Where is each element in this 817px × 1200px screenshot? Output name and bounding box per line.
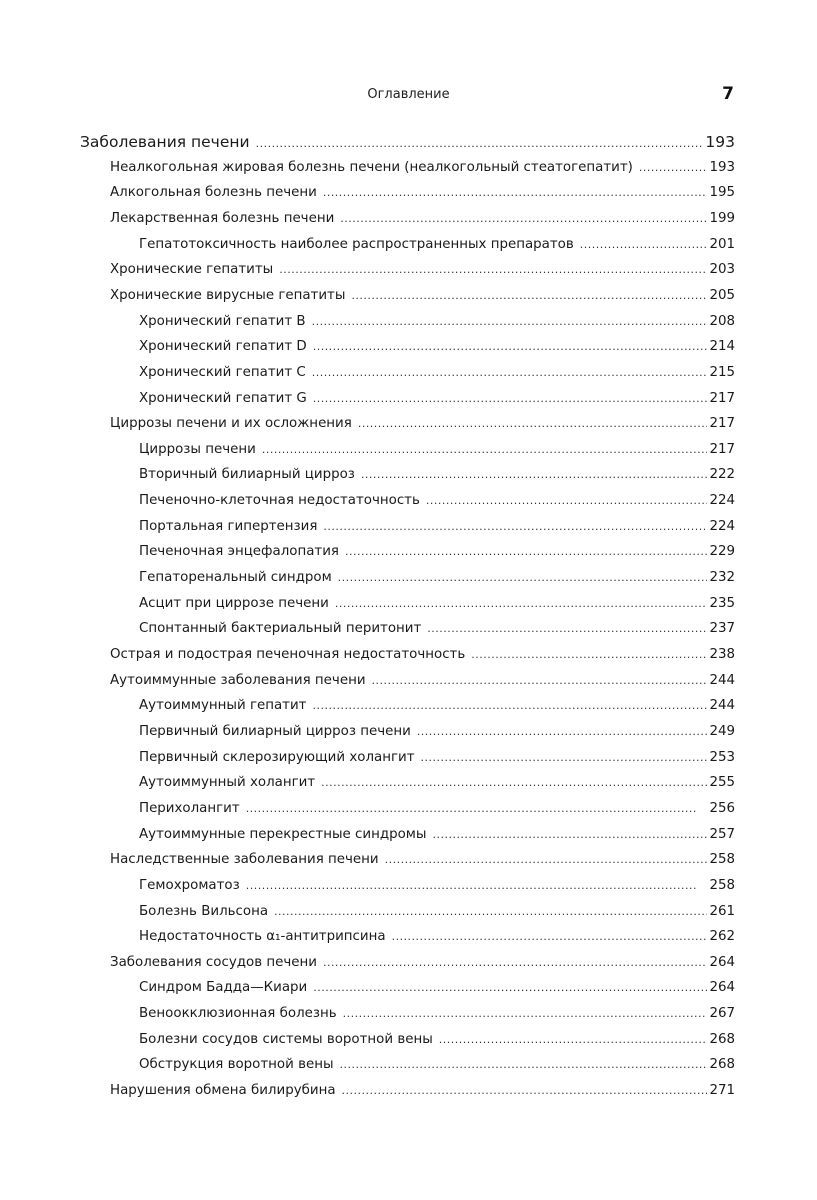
toc-entry[interactable] [139, 798, 735, 820]
dot-leader [439, 1029, 708, 1051]
dot-leader [471, 644, 707, 666]
toc-entry[interactable] [139, 490, 735, 512]
toc-entry-title: Заболевания печени [80, 133, 250, 151]
toc-entry-page: 235 [709, 595, 735, 611]
toc-entry-title: Болезнь Вильсона [139, 903, 269, 919]
dot-leader [385, 849, 708, 871]
toc-entry[interactable] [139, 747, 735, 769]
toc-entry[interactable] [110, 208, 735, 230]
dot-leader [639, 157, 708, 179]
toc-entry[interactable] [110, 157, 735, 179]
toc-entry-page: 208 [709, 313, 735, 329]
toc-entry-title: Аутоиммунные заболевания печени [110, 672, 366, 688]
dot-leader [262, 439, 708, 461]
toc-entry[interactable] [139, 875, 735, 897]
toc-entry-title: Печеночная энцефалопатия [139, 544, 339, 560]
dot-leader [313, 336, 708, 358]
toc-entry-page: 258 [709, 852, 735, 868]
toc-entry-title: Портальная гипертензия [139, 518, 318, 534]
dot-leader [313, 695, 708, 717]
toc-entry-page: 264 [709, 954, 735, 970]
dot-leader [274, 901, 707, 923]
toc-entry-title: Недостаточность α₁-антитрипсина [139, 929, 386, 945]
dot-leader [323, 516, 707, 538]
toc-entry-page: 224 [709, 493, 735, 509]
toc-entry-title: Веноокклюзионная болезнь [139, 1006, 337, 1022]
toc-entry-page: 253 [709, 749, 735, 765]
toc-entry-page: 229 [709, 544, 735, 560]
toc-entry-title: Циррозы печени [139, 441, 256, 457]
toc-entry-title: Лекарственная болезнь печени [110, 210, 335, 226]
toc-entry[interactable] [139, 439, 735, 461]
toc-entry[interactable] [139, 336, 735, 358]
dot-leader [256, 133, 704, 155]
toc-entry-title: Вторичный билиарный цирроз [139, 467, 355, 483]
toc-entry-page: 214 [709, 339, 735, 355]
toc-entry-page: 268 [709, 1057, 735, 1073]
toc-entry[interactable] [110, 952, 735, 974]
toc-entry-title: Неалкогольная жировая болезнь печени (неалкогольный стеатогепатит) [110, 159, 633, 175]
toc-entry[interactable] [139, 1029, 735, 1051]
dot-leader [313, 388, 708, 410]
dot-leader [323, 182, 708, 204]
toc-entry[interactable] [139, 464, 735, 486]
toc-entry-title: Заболевания сосудов печени [110, 954, 317, 970]
toc-entry-title: Обструкция воротной вены [139, 1057, 334, 1073]
dot-leader [323, 952, 707, 974]
toc-entry-page: 217 [709, 416, 735, 432]
dot-leader [426, 490, 708, 512]
toc-entry-page: 193 [709, 159, 735, 175]
toc-entry[interactable] [139, 516, 735, 538]
dot-leader [340, 1054, 708, 1076]
toc-entry-title: Аутоиммунный холангит [139, 775, 316, 791]
toc-entry[interactable] [139, 311, 735, 333]
toc-entry[interactable] [110, 670, 735, 692]
toc-entry-title: Наследственные заболевания печени [110, 852, 379, 868]
toc-entry[interactable] [110, 413, 735, 435]
toc-entry-title: Гепатотоксичность наиболее распространенных препаратов [139, 236, 574, 252]
toc-entry-title: Хронический гепатит C [139, 364, 306, 380]
dot-leader [351, 285, 707, 307]
toc-entry[interactable] [139, 388, 735, 410]
toc-entry[interactable] [110, 849, 735, 871]
dot-leader [279, 259, 707, 281]
toc-entry[interactable] [139, 824, 735, 846]
toc-entry[interactable] [139, 1003, 735, 1025]
toc-entry-title: Перихолангит [139, 800, 240, 816]
dot-leader [246, 875, 708, 897]
toc-entry[interactable] [139, 593, 735, 615]
page-number: 7 [722, 84, 734, 104]
toc-entry[interactable] [110, 285, 735, 307]
dot-leader [246, 798, 708, 820]
toc-entry[interactable] [139, 567, 735, 589]
toc-entry-page: 224 [709, 518, 735, 534]
dot-leader [392, 926, 708, 948]
toc-entry-title: Нарушения обмена билирубина [110, 1083, 336, 1099]
toc-entry-page: 256 [709, 800, 735, 816]
toc-entry[interactable] [139, 772, 735, 794]
toc-entry-page: 249 [709, 723, 735, 739]
dot-leader [345, 541, 707, 563]
toc-entry-page: 193 [705, 133, 735, 151]
dot-leader [432, 824, 707, 846]
toc-entry-page: 258 [709, 877, 735, 893]
dot-leader [335, 593, 708, 615]
toc-entry-page: 215 [709, 364, 735, 380]
dot-leader [342, 1080, 708, 1102]
toc-entry-title: Болезни сосудов системы воротной вены [139, 1031, 433, 1047]
toc-entry[interactable] [139, 618, 735, 640]
toc-entry[interactable] [139, 901, 735, 923]
toc-entry-title: Хронический гепатит G [139, 390, 307, 406]
toc-entry-title: Аутоиммунный гепатит [139, 698, 307, 714]
toc-entry-title: Хронические вирусные гепатиты [110, 287, 346, 303]
toc-entry-page: 238 [709, 647, 735, 662]
toc-entry-title: Циррозы печени и их осложнения [110, 416, 352, 432]
toc-entry[interactable] [139, 977, 735, 999]
dot-leader [312, 362, 708, 384]
toc-entry-page: 232 [709, 570, 735, 586]
toc-entry-title: Гемохроматоз [139, 877, 240, 893]
toc-entry[interactable] [139, 234, 735, 256]
toc-entry[interactable] [139, 721, 735, 743]
toc-entry-page: 268 [709, 1031, 735, 1047]
toc-entry[interactable] [110, 1080, 735, 1102]
dot-leader [361, 464, 708, 486]
dot-leader [338, 567, 708, 589]
dot-leader [340, 208, 707, 230]
dot-leader [321, 772, 707, 794]
toc-entry-page: 264 [709, 980, 735, 996]
toc-entry-title: Первичный склерозирующий холангит [139, 749, 415, 765]
toc-entry-page: 271 [709, 1083, 735, 1099]
dot-leader [372, 670, 708, 692]
running-head [0, 84, 817, 109]
toc-entry[interactable] [80, 131, 735, 153]
toc-entry[interactable] [110, 182, 735, 204]
dot-leader [313, 977, 707, 999]
toc-entry-page: 203 [709, 262, 735, 278]
toc-entry-page: 237 [709, 621, 735, 637]
toc-entry[interactable] [139, 695, 735, 717]
toc-entry-title: Асцит при циррозе печени [139, 595, 329, 611]
toc-entry[interactable] [110, 259, 735, 281]
toc-entry-title: Хронический гепатит D [139, 339, 307, 355]
dot-leader [427, 618, 707, 640]
toc-entry-title: Первичный билиарный цирроз печени [139, 723, 411, 739]
dot-leader [417, 721, 708, 743]
toc-entry-page: 217 [709, 390, 735, 406]
toc-entry-page: 244 [709, 698, 735, 714]
toc-entry-page: 267 [709, 1006, 735, 1022]
toc-entry[interactable] [139, 1054, 735, 1076]
toc-entry-page: 222 [709, 467, 735, 483]
toc-entry[interactable] [139, 362, 735, 384]
toc-entry-title: Спонтанный бактериальный перитонит [139, 621, 422, 637]
toc-entry-page: 257 [709, 826, 735, 842]
toc-entry[interactable] [139, 926, 735, 948]
toc-entry-page: 201 [709, 236, 735, 252]
dot-leader [421, 747, 708, 769]
toc-entry-page: 255 [709, 775, 735, 791]
toc-entry-title: Гепаторенальный синдром [139, 570, 332, 586]
toc-entry-title: Аутоиммунные перекрестные синдромы [139, 826, 427, 842]
dot-leader [358, 413, 708, 435]
toc-entry-page: 244 [709, 672, 735, 688]
toc-entry-page: 205 [709, 287, 735, 303]
toc-entry-title: Печеночно-клеточная недостаточность [139, 493, 420, 509]
dot-leader [343, 1003, 708, 1025]
toc-entry[interactable] [139, 541, 735, 563]
toc-entry-title: Алкогольная болезнь печени [110, 185, 317, 201]
toc-entry[interactable] [110, 644, 735, 666]
toc-entry-page: 195 [709, 185, 735, 201]
toc-entry-page: 261 [709, 903, 735, 919]
toc-entry-page: 262 [709, 929, 735, 945]
dot-leader [580, 234, 708, 256]
toc-entry-title: Острая и подострая печеночная недостаточность [110, 647, 466, 662]
dot-leader [312, 311, 708, 333]
toc-entry-title: Синдром Бадда—Киари [139, 980, 308, 996]
toc-entry-title: Хронический гепатит B [139, 313, 306, 329]
running-title: Оглавление [367, 87, 450, 102]
toc-entry-page: 217 [709, 441, 735, 457]
toc-entry-title: Хронические гепатиты [110, 262, 274, 278]
toc-entry-page: 199 [709, 210, 735, 226]
